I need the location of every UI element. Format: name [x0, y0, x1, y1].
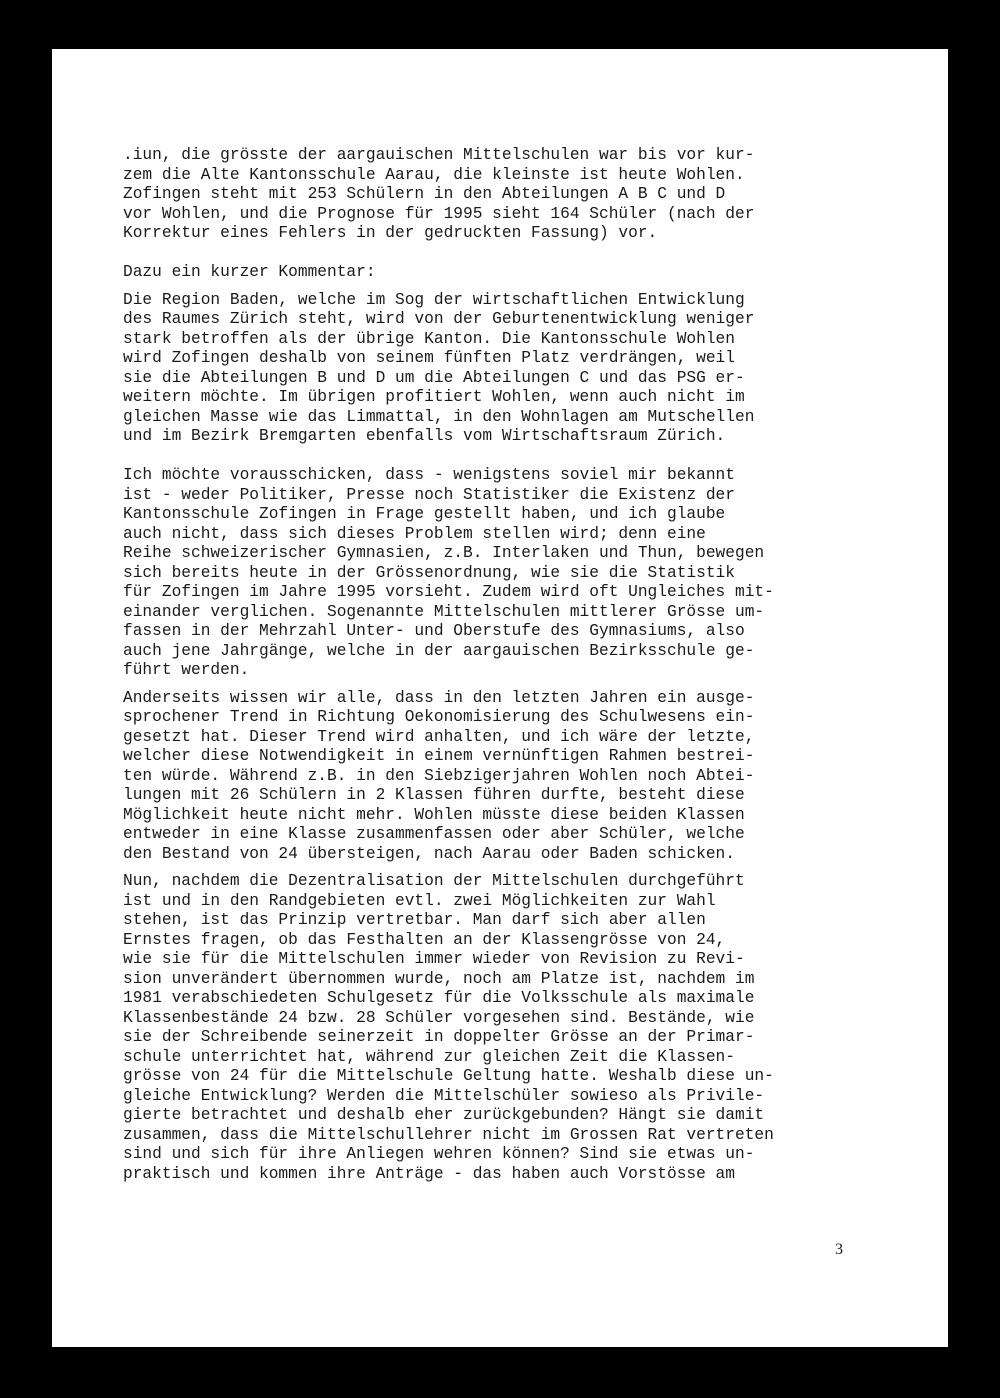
text-line: gesetzt hat. Dieser Trend wird anhalten, und ich wäre der letzte, — [123, 727, 755, 746]
page-number: 3 — [835, 1241, 843, 1258]
text-line: 1981 verabschiedeten Schulgesetz für die Volksschule als maximale — [123, 989, 755, 1007]
text-line: führt werden. — [123, 661, 250, 679]
body-text — [123, 146, 923, 1184]
document-page — [52, 49, 948, 1347]
text-line: einander verglichen. Sogenannte Mittelschulen mittlerer Grösse um- — [123, 602, 765, 621]
text-line: sie die Abteilungen B und D um die Abteilungen C und das PSG er- — [123, 368, 745, 387]
text-line: Ernstes fragen, ob das Festhalten an der Klassengrösse von 24, — [123, 930, 726, 949]
text-line: schule unterrichtet hat, während zur gleichen Zeit die Klassen- — [123, 1047, 735, 1066]
text-line: gleiche Entwicklung? Werden die Mittelschüler sowieso als Privile- — [123, 1086, 765, 1105]
text-line: fassen in der Mehrzahl Unter- und Oberstufe des Gymnasiums, also — [123, 622, 745, 640]
text-line: Reihe schweizerischer Gymnasien, z.B. Interlaken und Thun, bewegen — [123, 544, 765, 562]
text-line: entweder in eine Klasse zusammenfassen oder aber Schüler, welche — [123, 825, 745, 843]
text-line: sich bereits heute in der Grössenordnung, wie sie die Statistik — [123, 563, 735, 582]
text-line: .iun, die grösste der aargauischen Mittelschulen war bis vor kur- — [123, 146, 755, 164]
text-line: zusammen, dass die Mittelschullehrer nicht im Grossen Rat vertreten — [123, 1125, 774, 1144]
text-line: sie der Schreibende seinerzeit in doppelter Grösse an der Primar- — [123, 1028, 755, 1046]
text-line: lungen mit 26 Schülern in 2 Klassen führen durfte, besteht diese — [123, 786, 745, 804]
text-line: Zofingen steht mit 253 Schülern in den Abteilungen A B C und D — [123, 185, 726, 203]
text-line: praktisch und kommen ihre Anträge - das haben auch Vorstösse am — [123, 1164, 735, 1183]
text-line: vor Wohlen, und die Prognose für 1995 sieht 164 Schüler (nach der — [123, 204, 755, 223]
text-line: Klassenbestände 24 bzw. 28 Schüler vorgesehen sind. Bestände, wie — [123, 1008, 755, 1027]
text-line: ten würde. Während z.B. in den Siebzigerjahren Wohlen noch Abtei- — [123, 766, 755, 785]
text-line: weitern möchte. Im übrigen profitiert Wohlen, wenn auch nicht im — [123, 388, 745, 406]
text-line: wird Zofingen deshalb von seinem fünften Platz verdrängen, weil — [123, 349, 735, 367]
text-line: Korrektur eines Fehlers in der gedruckten Fassung) vor. — [123, 224, 658, 242]
text-line: welcher diese Notwendigkeit in einem vernünftigen Rahmen bestrei- — [123, 747, 755, 765]
paragraph-6 — [123, 872, 923, 1184]
paragraph-5 — [123, 689, 923, 865]
text-line: sprochener Trend in Richtung Oekonomisierung des Schulwesens ein- — [123, 708, 755, 726]
paragraph-2 — [123, 263, 923, 283]
text-line: ist - weder Politiker, Presse noch Statistiker die Existenz der — [123, 485, 735, 504]
text-line: sion unverändert übernommen wurde, noch am Platze ist, nachdem im — [123, 969, 755, 988]
text-line: Anderseits wissen wir alle, dass in den letzten Jahren ein ausge- — [123, 688, 755, 707]
text-line: gleichen Masse wie das Limmattal, in den Wohnlagen am Mutschellen — [123, 407, 755, 426]
text-line: wie sie für die Mittelschulen immer wieder von Revision zu Revi- — [123, 950, 745, 968]
text-line: gierte betrachtet und deshalb eher zurückgebunden? Hängt sie damit — [123, 1106, 765, 1124]
text-line: Kantonsschule Zofingen in Frage gestellt haben, und ich glaube — [123, 505, 726, 523]
text-line: stark betroffen als der übrige Kanton. Die Kantonsschule Wohlen — [123, 329, 735, 348]
paragraph-3 — [123, 291, 923, 447]
text-line: des Raumes Zürich steht, wird von der Geburtenentwicklung weniger — [123, 310, 755, 328]
text-line: für Zofingen im Jahre 1995 vorsieht. Zudem wird oft Ungleiches mit- — [123, 583, 774, 601]
paragraph-4 — [123, 466, 923, 681]
text-line: und im Bezirk Bremgarten ebenfalls vom Wirtschaftsraum Zürich. — [123, 427, 726, 445]
text-line: sind und sich für ihre Anliegen wehren können? Sind sie etwas un- — [123, 1145, 755, 1163]
text-line: den Bestand von 24 übersteigen, nach Aarau oder Baden schicken. — [123, 844, 735, 863]
text-line: ist und in den Randgebieten evtl. zwei Möglichkeiten zur Wahl — [123, 891, 716, 910]
text-line: auch nicht, dass sich dieses Problem stellen wird; denn eine — [123, 524, 706, 543]
text-line: Die Region Baden, welche im Sog der wirtschaftlichen Entwicklung — [123, 290, 745, 309]
text-line: auch jene Jahrgänge, welche in der aargauischen Bezirksschule ge- — [123, 641, 755, 660]
text-line: zem die Alte Kantonsschule Aarau, die kleinste ist heute Wohlen. — [123, 165, 745, 184]
text-line: Nun, nachdem die Dezentralisation der Mittelschulen durchgeführt — [123, 872, 745, 890]
text-line: grösse von 24 für die Mittelschule Geltung hatte. Weshalb diese un- — [123, 1067, 774, 1085]
text-line: Dazu ein kurzer Kommentar: — [123, 263, 376, 281]
text-line: Ich möchte vorausschicken, dass - wenigstens soviel mir bekannt — [123, 466, 735, 484]
paragraph-1 — [123, 146, 923, 244]
text-line: stehen, ist das Prinzip vertretbar. Man darf sich aber allen — [123, 911, 706, 929]
text-line: Möglichkeit heute nicht mehr. Wohlen müsste diese beiden Klassen — [123, 805, 745, 824]
